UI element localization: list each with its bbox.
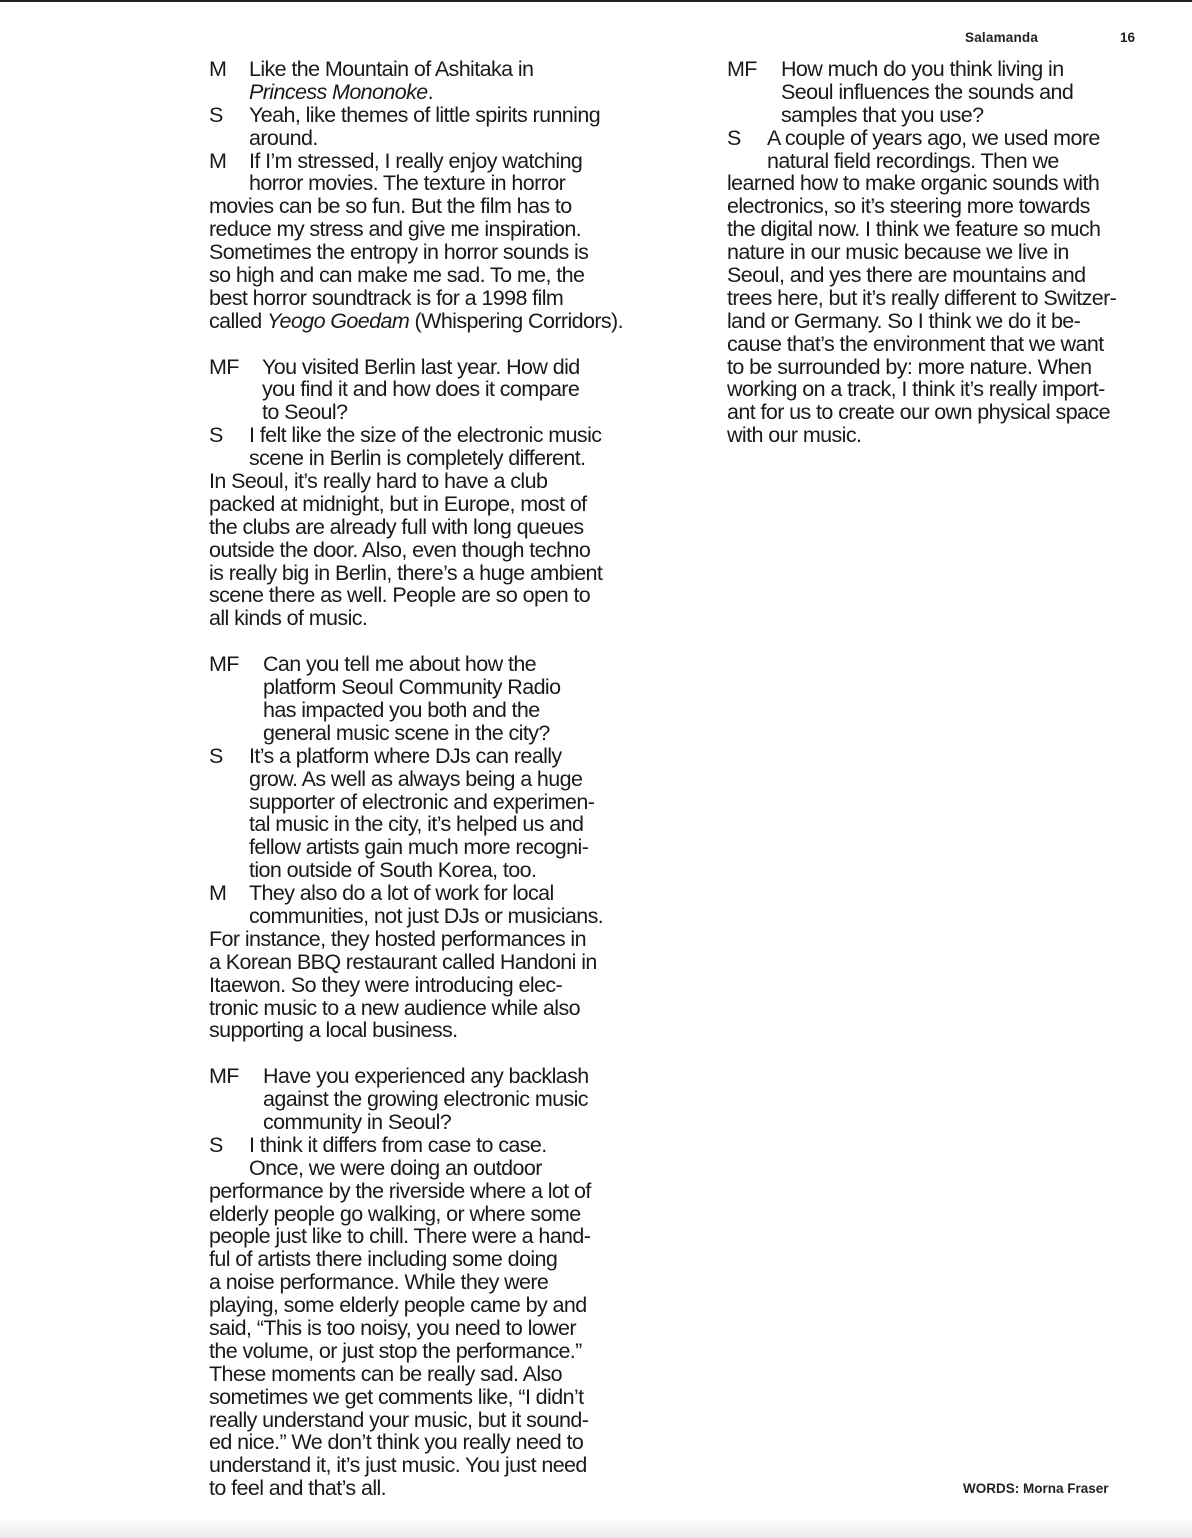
line-text: Have you experienced any backlash — [263, 1064, 589, 1089]
text-line — [727, 287, 1139, 310]
line-text: is really big in Berlin, there’s a huge ambient — [209, 560, 603, 585]
line-text: samples that you use? — [781, 102, 984, 127]
line-text: the volume, or just stop the performance.” — [209, 1338, 582, 1363]
right-text-column — [727, 58, 1139, 447]
text-line — [209, 1111, 629, 1134]
text-line — [209, 1088, 629, 1111]
text-line — [209, 1248, 629, 1271]
text-line — [209, 768, 629, 791]
text-line — [209, 928, 629, 951]
text-line — [209, 951, 629, 974]
line-text: electronics, so it’s steering more towards — [727, 194, 1090, 219]
text-line — [727, 401, 1139, 424]
paragraph-gap — [209, 333, 629, 356]
line-text: tion outside of South Korea, too. — [249, 858, 537, 883]
line-text: fellow artists gain much more recogni- — [249, 835, 589, 860]
text-line — [209, 81, 629, 104]
speaker-label: S — [209, 423, 223, 448]
line-text: general music scene in the city? — [263, 720, 550, 745]
line-text: Yeah, like themes of little spirits running — [249, 102, 601, 127]
text-line — [727, 127, 1139, 150]
line-text: performance by the riverside where a lot of — [209, 1178, 591, 1203]
line-text: you find it and how does it compare — [262, 377, 580, 402]
line-text: sometimes we get comments like, “I didn’t — [209, 1384, 584, 1409]
line-text: said, “This is too noisy, you need to lower — [209, 1315, 576, 1340]
text-line — [209, 195, 629, 218]
line-text: movies can be so fun. But the film has to — [209, 194, 572, 219]
text-line — [209, 1363, 629, 1386]
line-text: Seoul influences the sounds and — [781, 79, 1074, 104]
line-text: tronic music to a new audience while also — [209, 995, 580, 1020]
text-line — [209, 493, 629, 516]
text-line — [209, 1409, 629, 1432]
line-text: cause that’s the environment that we want — [727, 331, 1104, 356]
text-line — [209, 401, 629, 424]
line-text: has impacted you both and the — [263, 697, 540, 722]
text-line — [209, 310, 629, 333]
text-line — [209, 836, 629, 859]
text-line — [727, 104, 1139, 127]
speaker-label: S — [209, 1132, 223, 1157]
speaker-label: S — [209, 743, 223, 768]
line-text: You visited Berlin last year. How did — [262, 354, 580, 379]
line-text: a Korean BBQ restaurant called Handoni in — [209, 949, 597, 974]
line-text: For instance, they hosted performances in — [209, 926, 586, 951]
text-line — [209, 1294, 629, 1317]
text-line — [209, 791, 629, 814]
line-text: really understand your music, but it sound- — [209, 1407, 589, 1432]
line-text: outside the door. Also, even though techno — [209, 537, 591, 562]
speaker-label: S — [727, 125, 741, 150]
text-line — [209, 470, 629, 493]
text-line — [727, 218, 1139, 241]
line-text: communities, not just DJs or musicians. — [249, 903, 604, 928]
text-line — [209, 127, 629, 150]
text-line — [209, 1065, 629, 1088]
text-line — [209, 699, 629, 722]
line-text: a noise performance. While they were — [209, 1270, 549, 1295]
text-line — [209, 722, 629, 745]
text-line — [209, 1157, 629, 1180]
text-line — [727, 150, 1139, 173]
line-text: understand it, it’s just music. You just need — [209, 1453, 587, 1478]
line-text: I think it differs from case to case. — [249, 1132, 547, 1157]
text-line — [209, 447, 629, 470]
speaker-label: MF — [727, 57, 757, 81]
text-line — [209, 974, 629, 997]
line-text: the digital now. I think we feature so much — [727, 217, 1101, 242]
line-text: horror movies. The texture in horror — [249, 171, 566, 196]
text-line — [209, 607, 629, 630]
line-text: A couple of years ago, we used more — [767, 125, 1100, 150]
line-text: playing, some elderly people came by and — [209, 1293, 587, 1318]
speaker-label: MF — [209, 652, 239, 677]
speaker-label: M — [209, 57, 227, 81]
text-line — [209, 172, 629, 195]
line-text: trees here, but it’s really different to Switzer- — [727, 285, 1117, 310]
line-text: the clubs are already full with long queues — [209, 514, 584, 539]
speaker-label: S — [209, 102, 223, 127]
line-text: packed at midnight, but in Europe, most of — [209, 491, 587, 516]
line-text: around. — [249, 125, 318, 150]
line-text: Can you tell me about how the — [263, 652, 537, 677]
text-line — [727, 424, 1139, 447]
text-line — [209, 1317, 629, 1340]
text-line — [209, 1477, 629, 1500]
line-text: ant for us to create our own physical space — [727, 400, 1110, 425]
text-line — [209, 241, 629, 264]
line-text-after: . — [427, 79, 433, 104]
text-line — [209, 1134, 629, 1157]
line-text: Once, we were doing an outdoor — [249, 1155, 542, 1180]
text-line — [209, 859, 629, 882]
text-line — [727, 172, 1139, 195]
text-line — [209, 1180, 629, 1203]
text-line — [209, 287, 629, 310]
text-line — [209, 264, 629, 287]
line-text: tal music in the city, it’s helped us and — [249, 812, 584, 837]
text-line — [209, 1431, 629, 1454]
text-line — [727, 241, 1139, 264]
text-line — [209, 1454, 629, 1477]
line-text: platform Seoul Community Radio — [263, 675, 561, 700]
text-line — [209, 378, 629, 401]
text-line — [727, 333, 1139, 356]
text-line — [209, 150, 629, 173]
text-line — [209, 1225, 629, 1248]
text-line — [209, 745, 629, 768]
line-text: ful of artists there including some doing — [209, 1247, 558, 1272]
line-text: nature in our music because we live in — [727, 240, 1069, 265]
line-text: scene there as well. People are so open to — [209, 583, 591, 608]
line-text: to be surrounded by: more nature. When — [727, 354, 1092, 379]
page-bottom-edge — [0, 1518, 1192, 1538]
text-line — [209, 1386, 629, 1409]
text-line — [727, 310, 1139, 333]
text-line — [209, 58, 629, 81]
text-line — [727, 356, 1139, 379]
running-header — [0, 30, 1192, 48]
line-text: In Seoul, it’s really hard to have a club — [209, 469, 548, 494]
line-text: called — [209, 308, 267, 333]
speaker-label: MF — [209, 1064, 239, 1089]
line-text: grow. As well as always being a huge — [249, 766, 583, 791]
line-text: supporter of electronic and experimen- — [249, 789, 595, 814]
line-text: Itaewon. So they were introducing elec- — [209, 972, 563, 997]
text-line — [209, 1271, 629, 1294]
line-text: These moments can be really sad. Also — [209, 1361, 563, 1386]
text-line — [209, 562, 629, 585]
line-text: Like the Mountain of Ashitaka in — [249, 57, 534, 81]
line-text: with our music. — [727, 423, 862, 448]
text-line — [209, 1340, 629, 1363]
text-line — [209, 539, 629, 562]
speaker-label: M — [209, 881, 227, 906]
text-line — [209, 104, 629, 127]
line-text: I felt like the size of the electronic music — [249, 423, 602, 448]
left-text-column — [209, 58, 629, 1500]
line-text: reduce my stress and give me inspiration. — [209, 217, 582, 242]
paragraph-gap — [209, 1042, 629, 1065]
text-line — [727, 81, 1139, 104]
text-line — [209, 813, 629, 836]
line-text: If I’m stressed, I really enjoy watching — [249, 148, 583, 173]
line-text: ed nice.” We don’t think you really need to — [209, 1430, 584, 1455]
line-text: scene in Berlin is completely different. — [249, 446, 586, 471]
line-text-after: (Whispering Corridors). — [409, 308, 623, 333]
text-line — [727, 378, 1139, 401]
text-line — [209, 882, 629, 905]
text-line — [209, 516, 629, 539]
line-text: all kinds of music. — [209, 606, 368, 631]
text-line — [727, 264, 1139, 287]
byline-credit: WORDS: Morna Fraser — [963, 1481, 1109, 1496]
paragraph-gap — [209, 630, 629, 653]
text-line — [727, 58, 1139, 81]
line-text: They also do a lot of work for local — [249, 881, 554, 906]
line-text: to Seoul? — [262, 400, 348, 425]
line-text: Seoul, and yes there are mountains and — [727, 263, 1086, 288]
line-text: to feel and that’s all. — [209, 1476, 387, 1501]
text-line — [209, 584, 629, 607]
line-text: best horror soundtrack is for a 1998 film — [209, 285, 564, 310]
italic-title: Princess Mononoke — [249, 79, 428, 104]
text-line — [209, 1203, 629, 1226]
speaker-label: M — [209, 148, 227, 173]
line-text: community in Seoul? — [263, 1109, 452, 1134]
text-line — [209, 997, 629, 1020]
magazine-name: Salamanda — [965, 30, 1039, 45]
line-text: working on a track, I think it’s really import- — [727, 377, 1105, 402]
italic-title: Yeogo Goedam — [266, 308, 410, 333]
speaker-label: MF — [209, 354, 239, 379]
text-line — [209, 356, 629, 379]
line-text: natural field recordings. Then we — [767, 148, 1059, 173]
text-line — [209, 1019, 629, 1042]
line-text: Sometimes the entropy in horror sounds is — [209, 240, 589, 265]
line-text: so high and can make me sad. To me, the — [209, 263, 585, 288]
text-line — [209, 676, 629, 699]
line-text: It’s a platform where DJs can really — [249, 743, 562, 768]
line-text: against the growing electronic music — [263, 1087, 588, 1112]
text-line — [209, 653, 629, 676]
page-number: 16 — [1120, 30, 1136, 45]
line-text: learned how to make organic sounds with — [727, 171, 1100, 196]
text-line — [727, 195, 1139, 218]
line-text: supporting a local business. — [209, 1018, 458, 1043]
line-text: elderly people go walking, or where some — [209, 1201, 581, 1226]
line-text: land or Germany. So I think we do it be- — [727, 308, 1081, 333]
top-rule — [0, 0, 1192, 2]
text-line — [209, 218, 629, 241]
text-line — [209, 905, 629, 928]
text-line — [209, 424, 629, 447]
line-text: people just like to chill. There were a hand- — [209, 1224, 591, 1249]
line-text: How much do you think living in — [781, 57, 1064, 81]
